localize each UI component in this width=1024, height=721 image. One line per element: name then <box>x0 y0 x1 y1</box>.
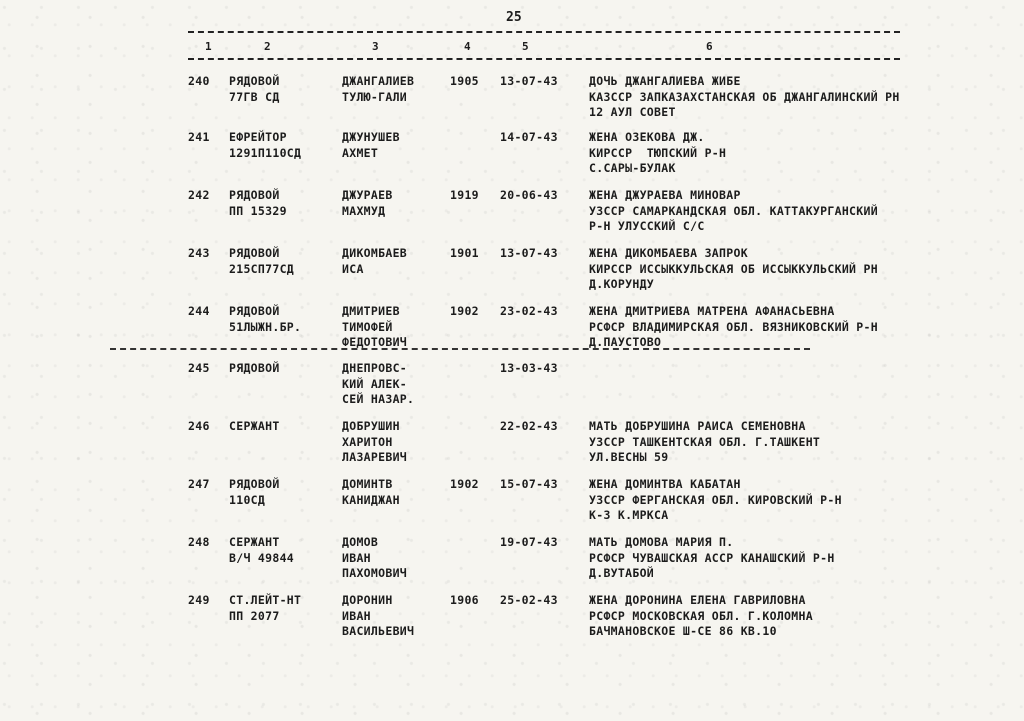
record-date: 13-07-43 <box>500 246 558 260</box>
record-name-line: ДОМОВ <box>342 535 379 549</box>
record-name <box>342 74 414 105</box>
record-birth-year: 1919 <box>450 188 479 202</box>
record-rank-unit-line: СЕРЖАНТ <box>229 419 280 433</box>
column-header-3: 3 <box>372 40 379 53</box>
record-rank-unit <box>229 304 301 335</box>
record-number: 241 <box>188 130 210 144</box>
record-name-line: ХАРИТОН <box>342 434 393 449</box>
record-name-line: ДОМИНТВ <box>342 477 393 491</box>
record-next-of-kin <box>589 593 813 640</box>
record-name-line: ИВАН <box>342 550 371 565</box>
record-number: 247 <box>188 477 210 491</box>
record-date: 13-07-43 <box>500 74 558 88</box>
record-next-of-kin-line: РСФСР ЧУВАШСКАЯ АССР КАНАШСКИЙ Р-Н <box>589 550 835 565</box>
record-next-of-kin-line: КИРССР ТЮПСКИЙ Р-Н <box>589 145 727 160</box>
record-next-of-kin-line: ЖЕНА ДОМИНТВА КАБАТАН <box>589 477 741 491</box>
record-name <box>342 593 414 640</box>
record-next-of-kin-line: РСФСР ВЛАДИМИРСКАЯ ОБЛ. ВЯЗНИКОВСКИЙ Р-Н <box>589 319 878 334</box>
record-rank-unit <box>229 130 301 161</box>
record-birth-year: 1902 <box>450 304 479 318</box>
record-name <box>342 535 407 582</box>
record-name-line: ПАХОМОВИЧ <box>342 566 408 580</box>
record-number: 245 <box>188 361 210 375</box>
record-next-of-kin-line: УЗССР ТАШКЕНТСКАЯ ОБЛ. Г.ТАШКЕНТ <box>589 434 821 449</box>
record-date: 14-07-43 <box>500 130 558 144</box>
record-number: 242 <box>188 188 210 202</box>
record-next-of-kin-line: КАЗССР ЗАПКАЗАХСТАНСКАЯ ОБ ДЖАНГАЛИНСКИЙ РН <box>589 89 900 104</box>
record-rank-unit <box>229 361 280 377</box>
record-next-of-kin <box>589 74 900 121</box>
record-next-of-kin-line: РСФСР МОСКОВСКАЯ ОБЛ. Г.КОЛОМНА <box>589 608 813 623</box>
record-rank-unit-line: СЕРЖАНТ <box>229 535 280 549</box>
record-next-of-kin <box>589 535 835 582</box>
page-number: 25 <box>506 10 522 25</box>
record-name-line: ДИКОМБАЕВ <box>342 246 408 260</box>
record-name-line: ДЖУНУШЕВ <box>342 130 400 144</box>
record-next-of-kin <box>589 419 820 466</box>
record-next-of-kin-line: ЖЕНА ДИКОМБАЕВА ЗАПРОК <box>589 246 748 260</box>
record-name-line: ИВАН <box>342 608 371 623</box>
record-date: 19-07-43 <box>500 535 558 549</box>
record-rank-unit-line: ПП 15329 <box>229 203 287 218</box>
record-name-line: ДЖУРАЕВ <box>342 188 393 202</box>
record-rank-unit <box>229 188 287 219</box>
record-name <box>342 188 393 219</box>
record-number: 248 <box>188 535 210 549</box>
record-next-of-kin-line: МАТЬ ДОБРУШИНА РАИСА СЕМЕНОВНА <box>589 419 806 433</box>
record-next-of-kin-line: ДОЧЬ ДЖАНГАЛИЕВА ЖИБЕ <box>589 74 741 88</box>
header-rule-top <box>188 31 900 33</box>
record-rank-unit <box>229 419 280 435</box>
record-next-of-kin <box>589 130 726 177</box>
record-number: 244 <box>188 304 210 318</box>
record-name <box>342 130 400 161</box>
header-rule-bottom <box>188 58 900 60</box>
record-next-of-kin <box>589 188 878 235</box>
record-rank-unit-line: ЕФРЕЙТОР <box>229 130 287 144</box>
record-next-of-kin-line: КИРССР ИССЫККУЛЬСКАЯ ОБ ИССЫККУЛЬСКИЙ РН <box>589 261 878 276</box>
record-next-of-kin-line: МАТЬ ДОМОВА МАРИЯ П. <box>589 535 734 549</box>
record-next-of-kin-line: УЗССР ФЕРГАНСКАЯ ОБЛ. КИРОВСКИЙ Р-Н <box>589 492 842 507</box>
record-date: 15-07-43 <box>500 477 558 491</box>
column-header-2: 2 <box>264 40 271 53</box>
record-birth-year: 1902 <box>450 477 479 491</box>
record-number: 240 <box>188 74 210 88</box>
record-name-line: ДНЕПРОВС- <box>342 361 408 375</box>
record-next-of-kin-line: УЗССР САМАРКАНДСКАЯ ОБЛ. КАТТАКУРГАНСКИЙ <box>589 203 878 218</box>
record-birth-year: 1906 <box>450 593 479 607</box>
record-date: 13-03-43 <box>500 361 558 375</box>
record-name-line: ФЕДОТОВИЧ <box>342 335 408 349</box>
record-date: 20-06-43 <box>500 188 558 202</box>
record-name-line: КАНИДЖАН <box>342 492 400 507</box>
record-birth-year: 1901 <box>450 246 479 260</box>
record-next-of-kin-line: Р-Н УЛУССКИЙ С/С <box>589 219 705 233</box>
record-date: 22-02-43 <box>500 419 558 433</box>
record-next-of-kin <box>589 304 878 351</box>
record-next-of-kin-line: С.САРЫ-БУЛАК <box>589 161 676 175</box>
record-rank-unit-line: РЯДОВОЙ <box>229 304 280 318</box>
record-name-line: ДЖАНГАЛИЕВ <box>342 74 415 88</box>
record-name-line: СЕЙ НАЗАР. <box>342 392 415 406</box>
record-name-line: КИЙ АЛЕК- <box>342 376 408 391</box>
record-rank-unit-line: 1291П110СД <box>229 145 302 160</box>
record-next-of-kin-line: Д.ВУТАБОЙ <box>589 566 655 580</box>
record-rank-unit-line: СТ.ЛЕЙТ-НТ <box>229 593 302 607</box>
record-rank-unit-line: РЯДОВОЙ <box>229 188 280 202</box>
record-name-line: ДОБРУШИН <box>342 419 400 433</box>
record-birth-year: 1905 <box>450 74 479 88</box>
record-rank-unit <box>229 246 294 277</box>
record-name-line: ТИМОФЕЙ <box>342 319 393 334</box>
column-header-1: 1 <box>205 40 212 53</box>
record-next-of-kin <box>589 477 842 524</box>
record-next-of-kin-line: 12 АУЛ СОВЕТ <box>589 105 676 119</box>
record-rank-unit <box>229 593 301 624</box>
record-next-of-kin-line: ЖЕНА ДМИТРИЕВА МАТРЕНА АФАНАСЬЕВНА <box>589 304 835 318</box>
record-name-line: ТУЛЮ-ГАЛИ <box>342 89 408 104</box>
record-rank-unit-line: РЯДОВОЙ <box>229 74 280 88</box>
record-date: 23-02-43 <box>500 304 558 318</box>
record-next-of-kin-line: К-З К.МРКСА <box>589 508 669 522</box>
record-next-of-kin-line: Д.ПАУСТОВО <box>589 335 662 349</box>
column-header-4: 4 <box>464 40 471 53</box>
record-name-line: АХМЕТ <box>342 145 379 160</box>
record-date: 25-02-43 <box>500 593 558 607</box>
record-rank-unit-line: РЯДОВОЙ <box>229 361 280 375</box>
record-rank-unit-line: 51ЛЫЖН.БР. <box>229 319 302 334</box>
record-name-line: ИСА <box>342 261 364 276</box>
record-next-of-kin-line: Д.КОРУНДУ <box>589 277 655 291</box>
record-next-of-kin-line: БАЧМАНОВСКОЕ Ш-СЕ 86 КВ.10 <box>589 624 777 638</box>
record-name-line: ДМИТРИЕВ <box>342 304 400 318</box>
record-rank-unit <box>229 477 280 508</box>
record-number: 249 <box>188 593 210 607</box>
record-rank-unit <box>229 535 294 566</box>
record-next-of-kin <box>589 246 878 293</box>
record-name-line: ВАСИЛЬЕВИЧ <box>342 624 415 638</box>
record-rank-unit <box>229 74 280 105</box>
record-next-of-kin-line: ЖЕНА ОЗЕКОВА ДЖ. <box>589 130 705 144</box>
column-header-6: 6 <box>706 40 713 53</box>
record-name <box>342 304 407 351</box>
record-name-line: ДОРОНИН <box>342 593 393 607</box>
record-next-of-kin-line: ЖЕНА ДОРОНИНА ЕЛЕНА ГАВРИЛОВНА <box>589 593 806 607</box>
record-next-of-kin-line: УЛ.ВЕСНЫ 59 <box>589 450 669 464</box>
record-number: 243 <box>188 246 210 260</box>
record-name-line: МАХМУД <box>342 203 386 218</box>
record-name <box>342 246 407 277</box>
record-rank-unit-line: 77ГВ СД <box>229 89 280 104</box>
record-name-line: ЛАЗАРЕВИЧ <box>342 450 408 464</box>
record-rank-unit-line: 110СД <box>229 492 266 507</box>
record-rank-unit-line: 215СП77СД <box>229 261 295 276</box>
record-name <box>342 477 400 508</box>
column-header-5: 5 <box>522 40 529 53</box>
record-name <box>342 361 414 408</box>
record-rank-unit-line: РЯДОВОЙ <box>229 477 280 491</box>
record-rank-unit-line: ПП 2077 <box>229 608 280 623</box>
record-next-of-kin-line: ЖЕНА ДЖУРАЕВА МИНОВАР <box>589 188 741 202</box>
record-number: 246 <box>188 419 210 433</box>
record-name <box>342 419 407 466</box>
record-rank-unit-line: РЯДОВОЙ <box>229 246 280 260</box>
record-rank-unit-line: В/Ч 49844 <box>229 550 295 565</box>
